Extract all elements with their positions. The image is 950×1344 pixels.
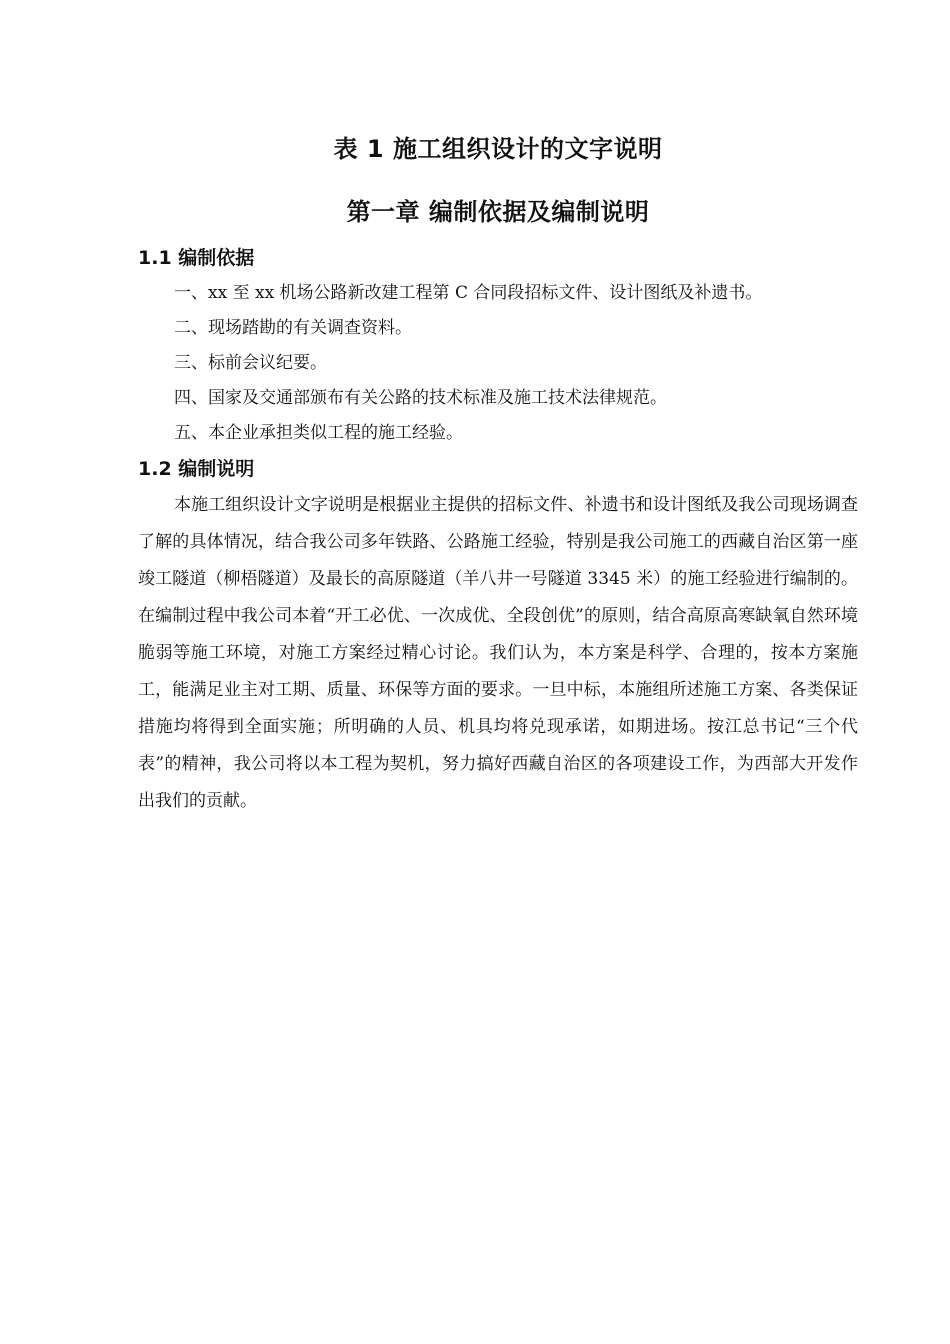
description-paragraph: 本施工组织设计文字说明是根据业主提供的招标文件、补遗书和设计图纸及我公司现场调查了解的具体情况，结合我公司多年铁路、公路施工经验，特别是我公司施工的西藏自治区第一座竣工隧道（柳梧隧道）及最长的高原隧道（羊八井一号隧道 3345 米）的施工经验进行编制的。在编制过程中我公司本着“开工必优、一次成优、全段创优”的原则，结合高原高寒缺氧自然环境脆弱等施工环境，对施工方案经过精心讨论。我们认为，本方案是科学、合理的，按本方案施工，能满足业主对工期、质量、环保等方面的要求。一旦中标，本施组所述施工方案、各类保证措施均将得到全面实施；所明确的人员、机具均将兑现承诺，如期进场。按江总书记“三个代表”的精神，我公司将以本工程为契机，努力搞好西藏自治区的各项建设工作，为西部大开发作出我们的贡献。 [138,495,858,811]
document-title: 表 1 施工组织设计的文字说明 [333,135,663,163]
chapter-title: 第一章 编制依据及编制说明 [346,198,650,226]
section-heading-description: 1.2 编制说明 [138,458,255,480]
basis-list [138,276,858,451]
section-heading-basis: 1.1 编制依据 [138,247,255,269]
list-item: 一、xx 至 xx 机场公路新改建工程第 C 合同段招标文件、设计图纸及补遗书。 [174,283,763,303]
list-item: 四、国家及交通部颁布有关公路的技术标准及施工技术法律规范。 [174,388,667,408]
document-body [138,128,858,820]
list-item: 二、现场踏勘的有关调查资料。 [174,318,412,338]
list-item: 五、本企业承担类似工程的施工经验。 [174,423,463,443]
list-item: 三、标前会议纪要。 [174,353,327,373]
